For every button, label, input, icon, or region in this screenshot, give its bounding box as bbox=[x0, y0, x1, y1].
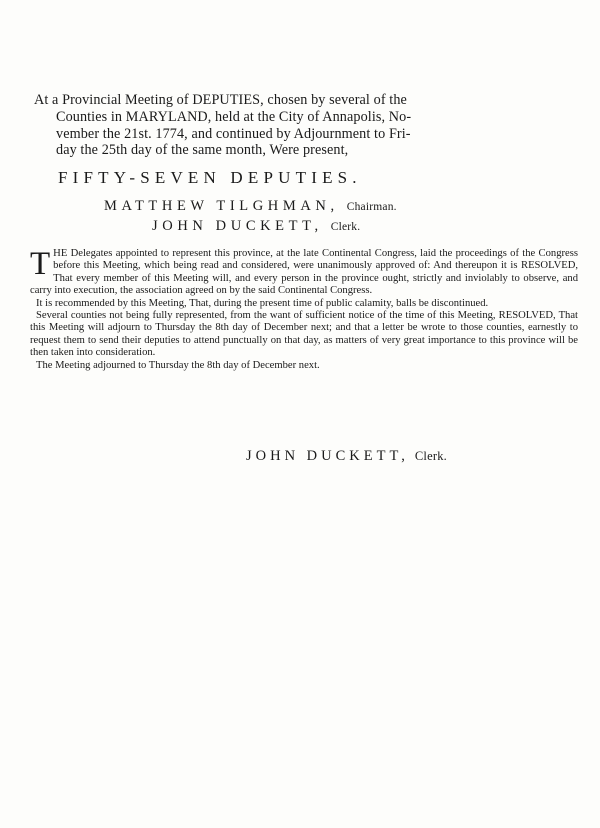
meeting-header bbox=[34, 92, 574, 159]
header-line-2: Counties in MARYLAND, held at the City of Annapolis, No- bbox=[56, 108, 412, 125]
signature-name: JOHN DUCKETT, bbox=[246, 448, 409, 464]
deputies-count: FIFTY-SEVEN DEPUTIES. bbox=[58, 168, 362, 187]
paragraph-delegates: HE Delegates appointed to represent this province, at the late Continental Congress, laid the proceedings of the Congress before this Meeting, which being read and considered, were unanimously approved of: And thereupon it is RESOLVED, That every member of this Meeting will, and every person in the province ought, strictly and inviolably to observe, and carry into execution, the association agreed on by the said Continental Congress. bbox=[30, 248, 578, 297]
paragraph-balls: It is recommended by this Meeting, That, during the present time of public calamity, balls be discontinued. bbox=[36, 297, 489, 309]
signature-line bbox=[246, 448, 576, 465]
paragraph-adjourned: The Meeting adjourned to Thursday the 8th day of December next. bbox=[36, 359, 320, 371]
clerk-name: JOHN DUCKETT, bbox=[152, 218, 323, 234]
header-line-3: vember the 21st. 1774, and continued by Adjournment to Fri- bbox=[56, 125, 411, 142]
signature-role: Clerk. bbox=[414, 449, 447, 463]
header-line-1: At a Provincial Meeting of DEPUTIES, chosen by several of the bbox=[34, 92, 407, 108]
header-line-4: day the 25th day of the same month, Were present, bbox=[56, 142, 349, 159]
paragraph-counties: Several counties not being fully represented, from the want of sufficient notice of the time of this Meeting, RESOLVED, That this Meeting will adjourn to Thursday the 8th day of December next; and that a letter be wrote to those counties, earnestly to request them to send their deputies to attend punctually on that day, as matters of very great importance to this province will be then taken into consideration. bbox=[30, 310, 578, 359]
chairman-line bbox=[104, 198, 564, 215]
clerk-line bbox=[152, 218, 552, 235]
clerk-role: Clerk. bbox=[330, 221, 361, 233]
drop-cap: T bbox=[30, 246, 51, 282]
chairman-name: MATTHEW TILGHMAN, bbox=[104, 198, 339, 214]
chairman-role: Chairman. bbox=[346, 201, 397, 213]
resolutions-body bbox=[30, 248, 578, 372]
